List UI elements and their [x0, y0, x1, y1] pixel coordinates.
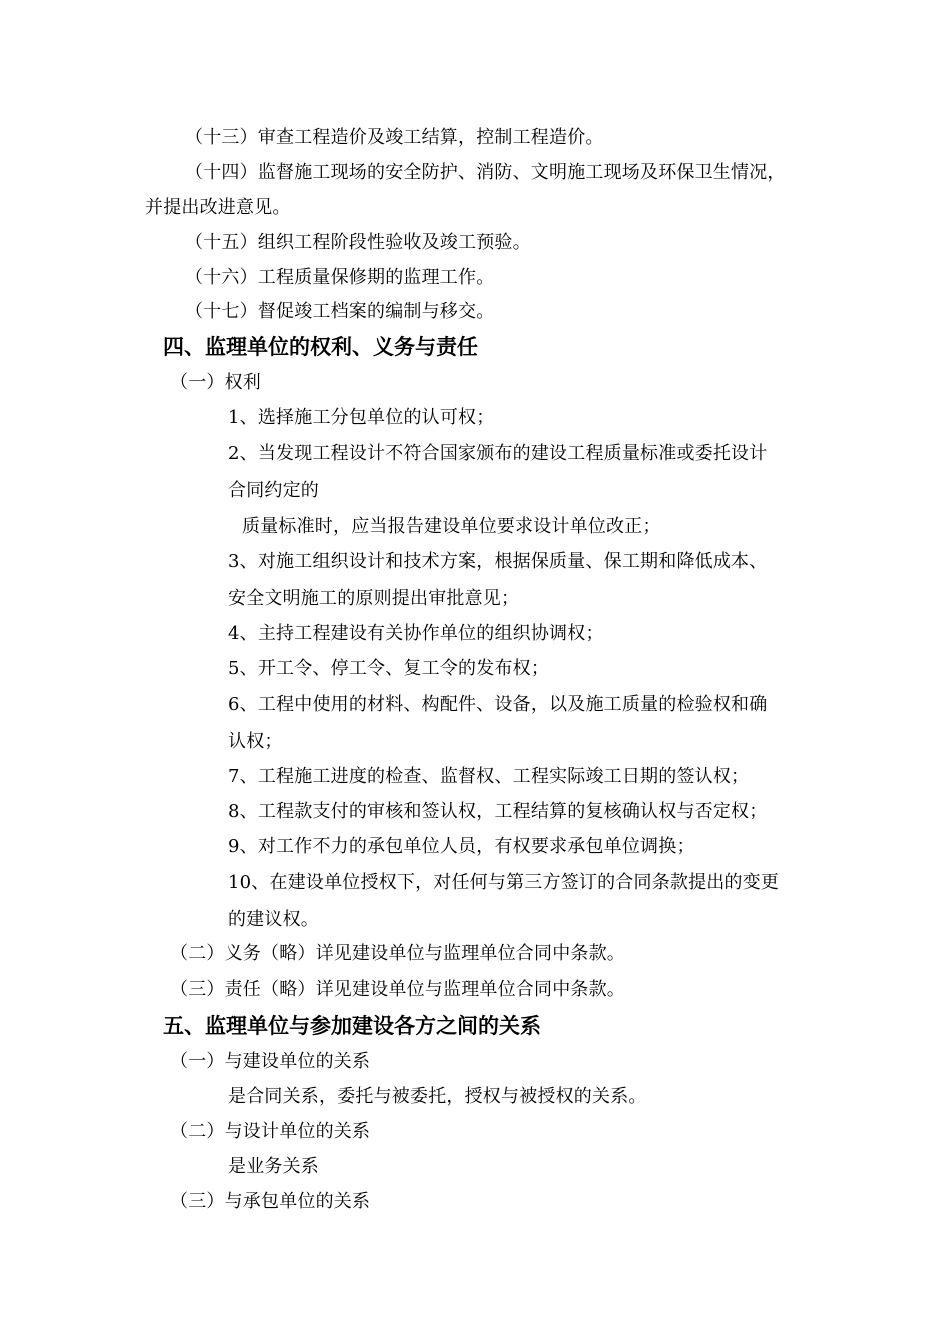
item-14: （十四）监督施工现场的安全防护、消防、文明施工现场及环保卫生情况， — [185, 162, 786, 183]
responsibility-line: （三）责任（略）详见建设单位与监理单位合同中条款。 — [170, 979, 625, 1000]
right-item-5: 5、开工令、停工令、复工令的发布权； — [228, 658, 550, 679]
item-13: （十三）审查工程造价及竣工结算，控制工程造价。 — [185, 127, 604, 148]
right-item-4: 4、主持工程建设有关协作单位的组织协调权； — [228, 623, 604, 644]
relation-1-heading: （一）与建设单位的关系 — [170, 1051, 371, 1072]
right-item-2-cont2: 质量标准时，应当报告建设单位要求设计单位改正； — [242, 516, 661, 537]
right-item-9: 9、对工作不力的承包单位人员，有权要求承包单位调换； — [228, 836, 695, 857]
section-4-heading: 四、监理单位的权利、义务与责任 — [163, 335, 478, 359]
item-15: （十五）组织工程阶段性验收及竣工预验。 — [185, 232, 531, 253]
item-16: （十六）工程质量保修期的监理工作。 — [185, 267, 495, 288]
right-item-6: 6、工程中使用的材料、构配件、设备，以及施工质量的检验权和确 — [228, 694, 768, 715]
right-item-7: 7、工程施工进度的检查、监督权、工程实际竣工日期的签认权； — [228, 766, 750, 787]
section-5-heading: 五、监理单位与参加建设各方之间的关系 — [163, 1014, 541, 1038]
item-14-continued: 并提出改进意见。 — [145, 197, 291, 218]
relation-3-heading: （三）与承包单位的关系 — [170, 1191, 371, 1212]
right-item-6-cont: 认权； — [228, 731, 283, 752]
item-17: （十七）督促竣工档案的编制与移交。 — [185, 301, 495, 322]
relation-2-text: 是业务关系 — [228, 1156, 319, 1177]
relation-1-text: 是合同关系，委托与被委托，授权与被授权的关系。 — [228, 1086, 647, 1107]
right-item-2: 2、当发现工程设计不符合国家颁布的建设工程质量标准或委托设计 — [228, 443, 768, 464]
right-item-10: 10、在建设单位授权下，对任何与第三方签订的合同条款提出的变更 — [228, 872, 780, 893]
right-item-3: 3、对施工组织设计和技术方案，根据保质量、保工期和降低成本、 — [228, 551, 768, 572]
relation-2-heading: （二）与设计单位的关系 — [170, 1121, 371, 1142]
right-item-1: 1、选择施工分包单位的认可权； — [228, 407, 495, 428]
right-item-10-cont: 的建议权。 — [228, 909, 319, 930]
right-item-2-cont: 合同约定的 — [228, 480, 319, 501]
duty-line: （二）义务（略）详见建设单位与监理单位合同中条款。 — [170, 943, 625, 964]
right-item-3-cont: 安全文明施工的原则提出审批意见； — [228, 588, 520, 609]
right-item-8: 8、工程款支付的审核和签认权，工程结算的复核确认权与否定权； — [228, 801, 768, 822]
rights-subheading: （一）权利 — [170, 372, 261, 393]
